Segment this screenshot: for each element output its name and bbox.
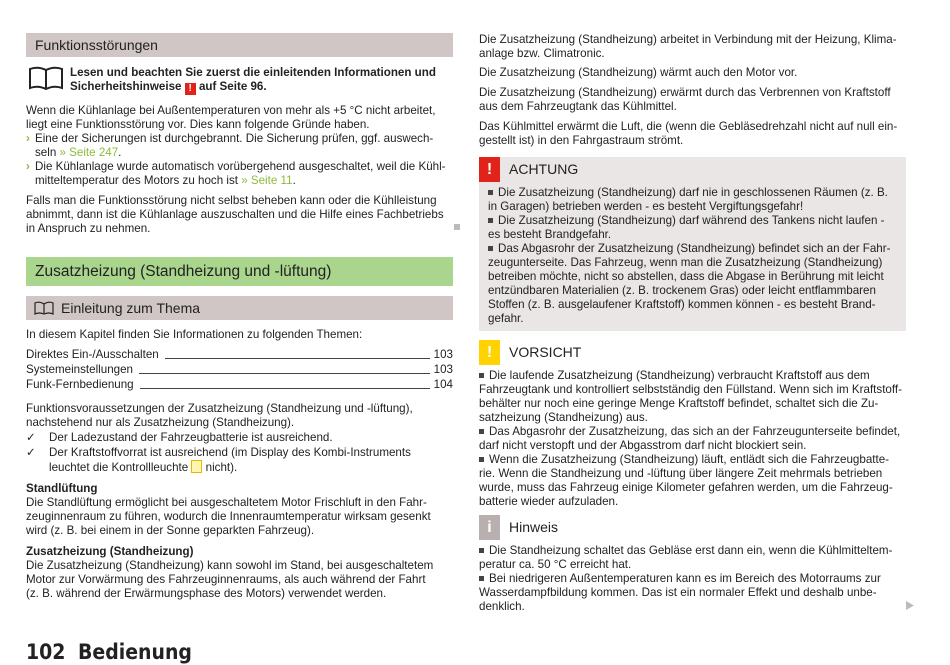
vorsicht-title: VORSICHT <box>509 344 582 360</box>
subsection-standlueftung: Standlüftung Die Standlüftung ermöglicht bei ausgeschaltetem Motor Frischluft in den Fahr- zeuginnenraum zu führen, wodurch die Innenraumtemperatur wirksam gesenkt wird (z. B. bei einem in der Sonne geparkten Fahrzeug). <box>26 482 431 537</box>
subsection-zusatzheizung: Zusatzheizung (Standheizung) Die Zusatzheizung (Standheizung) kann sowohl im Stand, bei ausgeschaltetem Motor zur Vorwärmung des Fahrzeuginnenraums, als auch während der Fahrt (z. B. während der Erwärmungsphase des Motors) verwendet werden. <box>26 545 434 600</box>
vorsicht-box <box>479 340 906 509</box>
paragraph: Die Zusatzheizung (Standheizung) arbeitet in Verbindung mit der Heizung, Klima- anlage bzw. Climatronic. <box>479 33 897 60</box>
paragraph-help: Falls man die Funktionsstörung nicht selbst beheben kann oder die Kühlleistung abnimmt, dann ist die Kühlanlage auszuschalten und die Hilfe eines Fachbetriebs in Anspruch zu nehmen. <box>26 194 444 235</box>
chevron-right-icon: › <box>26 132 30 145</box>
page-footer <box>26 640 192 664</box>
chevron-right-icon: › <box>26 160 30 173</box>
checkmark-icon: ✓ <box>26 446 36 459</box>
section-title-funktionsstoerungen: Funktionsstörungen <box>26 33 453 57</box>
requirements-intro: Funktionsvoraussetzungen der Zusatzheizung (Standheizung und -lüftung), nachstehend nur als Zusatzheizung (Standheizung). <box>26 402 413 429</box>
book-icon <box>34 301 54 315</box>
continue-arrow-icon <box>906 601 914 610</box>
toc <box>26 348 453 392</box>
paragraph: Die Zusatzheizung (Standheizung) wärmt auch den Motor vor. <box>479 66 798 79</box>
page-number: 102 <box>26 640 66 664</box>
paragraph-intro: Wenn die Kühlanlage bei Außentemperaturen von mehr als +5 °C nicht arbeitet, liegt eine Funktionsstörung vor. Dies kann folgende Gründe haben. <box>26 104 436 131</box>
link-page-11[interactable]: » Seite 11 <box>241 174 293 187</box>
intro-text: In diesem Kapitel finden Sie Informationen zu folgenden Themen: <box>26 328 363 341</box>
hinweis-text: Die Standheizung schaltet das Gebläse erst dann ein, wenn die Kühlmitteltem- peratur ca. 50 °C erreicht hat. Bei niedrigeren Außentemperaturen kann es im Bereich des Motorraums zur Wasserdampfbildung kommen. Das ist ein normaler Effekt und deshalb unbe- denklich. <box>479 544 893 613</box>
vorsicht-text: Die laufende Zusatzheizung (Standheizung) verbraucht Kraftstoff aus dem Fahrzeugtank und kontrolliert selbstständig den Füllstand. Wenn sich im Kraftstoff- behälter nur noch eine geringe Menge Kraftstoff befindet, schaltet sich die Zu- satzheizung (Standheizung) aus. Das Abgasrohr der Zusatzheizung, das sich an der Fahrzeugunterseite befindet, darf nicht verstopft und der Abgasstrom darf nicht blockiert sein. Wenn die Zusatzheizung (Standheizung) läuft, entlädt sich die Fahrzeugbatte- rie. Wenn die Standheizung und -lüftung über längere Zeit mehrmals betrieben wurde, muss das Fahrzeug einige Kilometer gefahren werden, um die Fahrzeug- batterie wieder aufzuladen. <box>479 369 902 508</box>
section-end-marker <box>454 224 460 230</box>
toc-row[interactable]: Systemeinstellungen 103 <box>26 363 453 376</box>
danger-icon: ! <box>479 157 500 182</box>
achtung-text: Die Zusatzheizung (Standheizung) darf nie in geschlossenen Räumen (z. B. in Garagen) betrieben werden - es besteht Vergiftungsgefahr! Die Zusatzheizung (Standheizung) darf während des Tankens nicht laufen - es besteht Brandgefahr. Das Abgasrohr der Zusatzheizung (Standheizung) befindet sich an der Fahr- zeugunterseite. Das Fahrzeug, wenn man die Zusatzheizung (Standheizung) betreiben möchte, nicht so abstellen, dass die Abgase in Berührung mit leicht entzündbaren Materialien (z. B. trockenem Gras) oder leicht entflammbaren Stoffen (z. B. ausgelaufener Kraftstoff) kommen können - es besteht Brand- gefahr. <box>488 186 891 325</box>
intro-title-bar <box>26 296 453 320</box>
caution-icon: ! <box>479 340 500 365</box>
list-item: › Eine der Sicherungen ist durchgebrannt. Die Sicherung prüfen, ggf. auswech- seln » Seite 247. <box>26 132 434 159</box>
achtung-title: ACHTUNG <box>509 161 579 177</box>
achtung-box <box>479 157 906 331</box>
info-icon: i <box>479 515 500 540</box>
link-page-247[interactable]: » Seite 247 <box>59 146 119 159</box>
intro-title: Einleitung zum Thema <box>61 300 201 316</box>
footer-section: Bedienung <box>78 640 192 664</box>
checkmark-icon: ✓ <box>26 431 36 444</box>
hinweis-box <box>479 515 906 614</box>
fuel-warning-lamp-icon <box>191 460 202 473</box>
book-icon <box>28 65 64 91</box>
toc-row[interactable]: Direktes Ein-/Ausschalten 103 <box>26 348 453 361</box>
paragraph: Die Zusatzheizung (Standheizung) erwärmt durch das Verbrennen von Kraftstoff aus dem Fahrzeugtank das Kühlmittel. <box>479 86 891 113</box>
list-item: › Die Kühlanlage wurde automatisch vorübergehend ausgeschaltet, weil die Kühl- mitteltemperatur des Motors zu hoch ist » Seite 11. <box>26 160 446 187</box>
toc-row[interactable]: Funk-Fernbedienung 104 <box>26 378 453 391</box>
chapter-title: Zusatzheizung (Standheizung und -lüftung) <box>26 257 453 286</box>
read-notice: Lesen und beachten Sie zuerst die einleitenden Informationen und Sicherheitshinweise ! auf Seite 96. <box>70 66 436 94</box>
warning-icon: ! <box>185 83 196 95</box>
paragraph: Das Kühlmittel erwärmt die Luft, die (wenn die Gebläsedrehzahl nicht auf null ein- gestellt ist) in den Fahrgastraum strömt. <box>479 120 898 147</box>
check-item: ✓ Der Ladezustand der Fahrzeugbatterie ist ausreichend. <box>26 431 333 444</box>
hinweis-title: Hinweis <box>509 519 559 535</box>
check-item: ✓ Der Kraftstoffvorrat ist ausreichend (im Display des Kombi-Instruments leuchtet die Kontrollleuchte nicht). <box>26 446 411 474</box>
